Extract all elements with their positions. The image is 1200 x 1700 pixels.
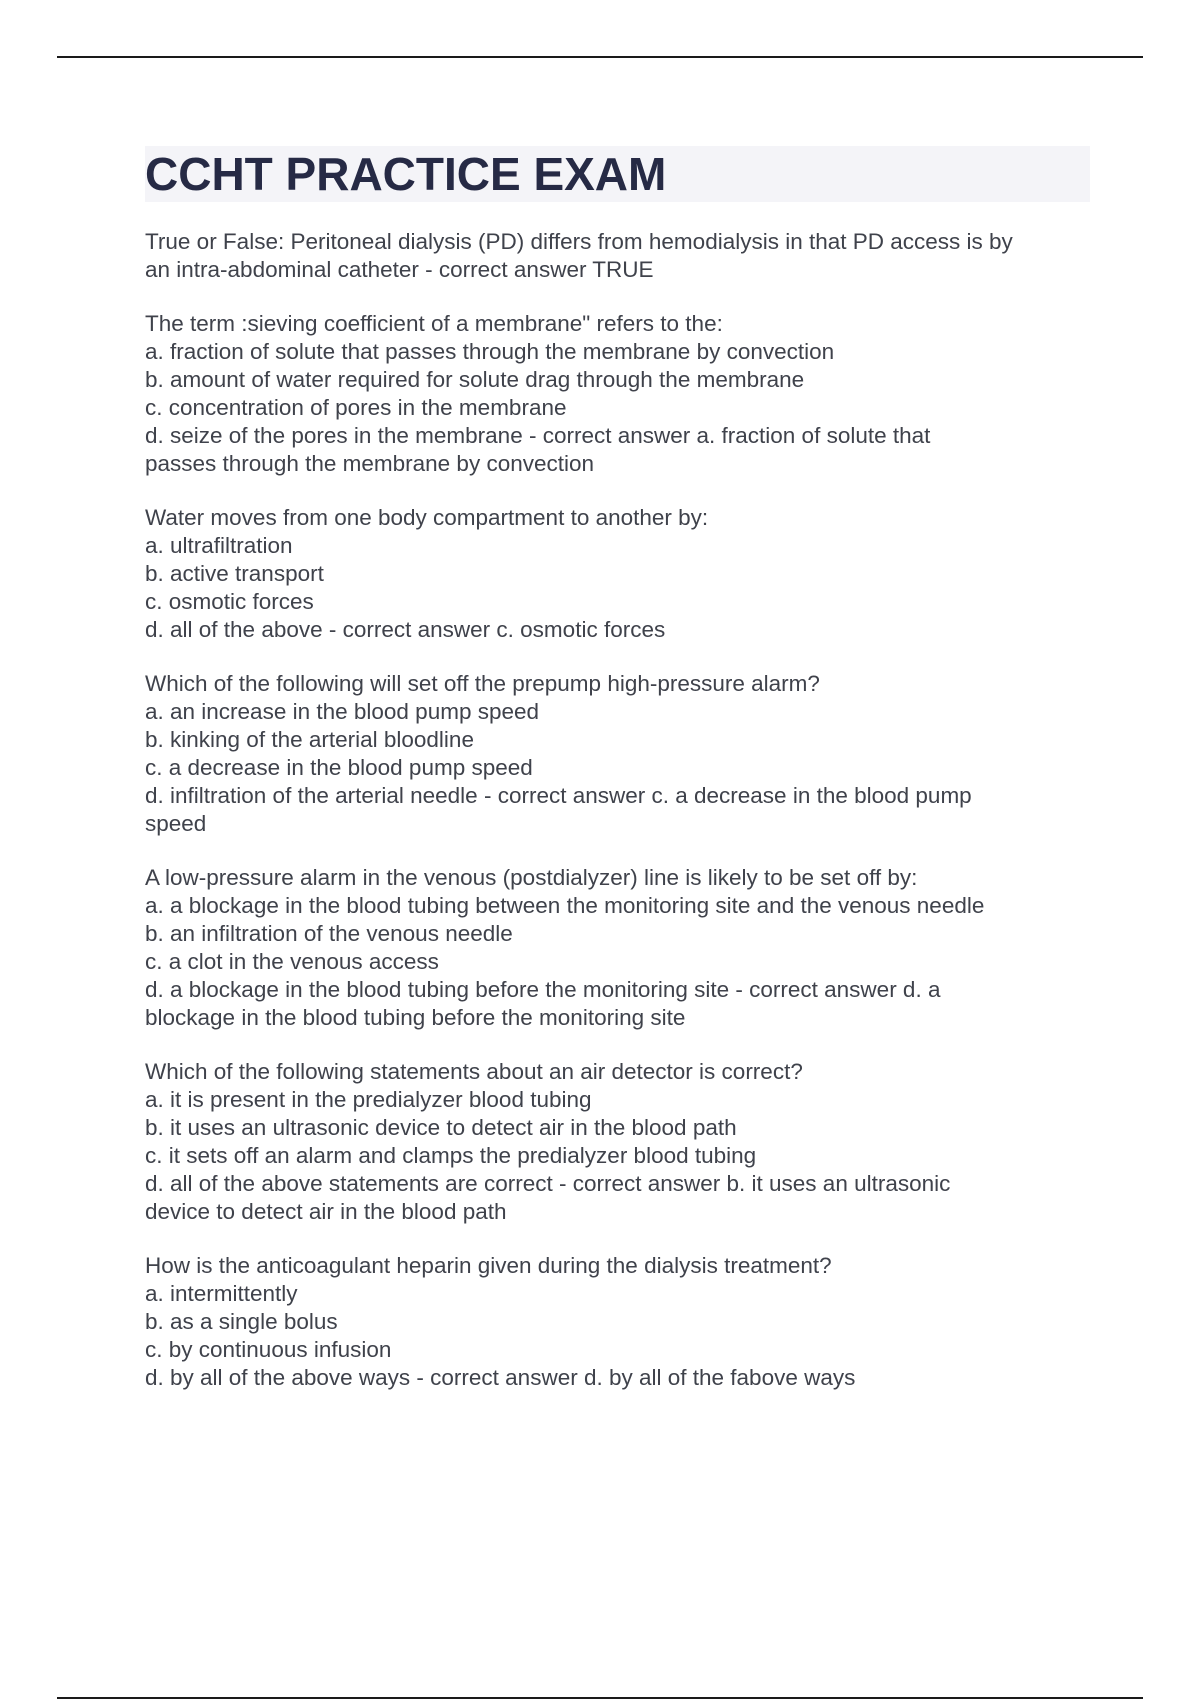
option-b: b. active transport [145,561,324,586]
question-text: True or False: Peritoneal dialysis (PD) differs from hemodialysis in that PD access is by [145,229,1013,254]
answer-continuation: speed [145,811,207,836]
answer-continuation: device to detect air in the blood path [145,1199,507,1224]
option-d-with-answer: d. all of the above - correct answer c. osmotic forces [145,617,666,642]
option-b: b. an infiltration of the venous needle [145,921,513,946]
question-block [145,864,1090,1032]
option-d-with-answer: d. all of the above statements are correct - correct answer b. it uses an ultrasonic [145,1171,951,1196]
question-text: The term :sieving coefficient of a membrane" refers to the: [145,311,723,336]
option-c: c. a clot in the venous access [145,949,439,974]
option-c: c. concentration of pores in the membrane [145,395,567,420]
option-b: b. kinking of the arterial bloodline [145,727,474,752]
title-banner [145,146,1090,202]
option-b: b. it uses an ultrasonic device to detect air in the blood path [145,1115,737,1140]
question-block [145,228,1090,284]
question-block [145,670,1090,838]
option-a: a. ultrafiltration [145,533,293,558]
option-c: c. by continuous infusion [145,1337,392,1362]
question-text: A low-pressure alarm in the venous (postdialyzer) line is likely to be set off by: [145,865,918,890]
option-d-with-answer: d. by all of the above ways - correct answer d. by all of the fabove ways [145,1365,856,1390]
question-text: How is the anticoagulant heparin given during the dialysis treatment? [145,1253,832,1278]
option-c: c. it sets off an alarm and clamps the predialyzer blood tubing [145,1143,757,1168]
question-text: Which of the following statements about an air detector is correct? [145,1059,803,1084]
option-a: a. it is present in the predialyzer blood tubing [145,1087,592,1112]
question-block [145,310,1090,478]
question-block [145,1058,1090,1226]
option-a: a. an increase in the blood pump speed [145,699,540,724]
answer-continuation: blockage in the blood tubing before the monitoring site [145,1005,686,1030]
option-b: b. as a single bolus [145,1309,338,1334]
option-d-with-answer: d. seize of the pores in the membrane - correct answer a. fraction of solute that [145,423,931,448]
question-text: Which of the following will set off the prepump high-pressure alarm? [145,671,820,696]
option-a: a. a blockage in the blood tubing between the monitoring site and the venous needle [145,893,985,918]
option-a: a. intermittently [145,1281,298,1306]
document-body [145,146,1090,1418]
bottom-rule [57,1697,1143,1699]
option-a: a. fraction of solute that passes through the membrane by convection [145,339,835,364]
question-block [145,1252,1090,1392]
option-c: c. a decrease in the blood pump speed [145,755,533,780]
option-d-with-answer: d. infiltration of the arterial needle - correct answer c. a decrease in the blood pump [145,783,972,808]
top-rule [57,56,1143,58]
question-text: Water moves from one body compartment to another by: [145,505,709,530]
option-b: b. amount of water required for solute drag through the membrane [145,367,805,392]
answer-continuation: passes through the membrane by convection [145,451,595,476]
answer-line: an intra-abdominal catheter - correct answer TRUE [145,257,654,282]
question-block [145,504,1090,644]
option-c: c. osmotic forces [145,589,314,614]
option-d-with-answer: d. a blockage in the blood tubing before the monitoring site - correct answer d. a [145,977,941,1002]
page-title: CCHT PRACTICE EXAM [145,148,667,200]
